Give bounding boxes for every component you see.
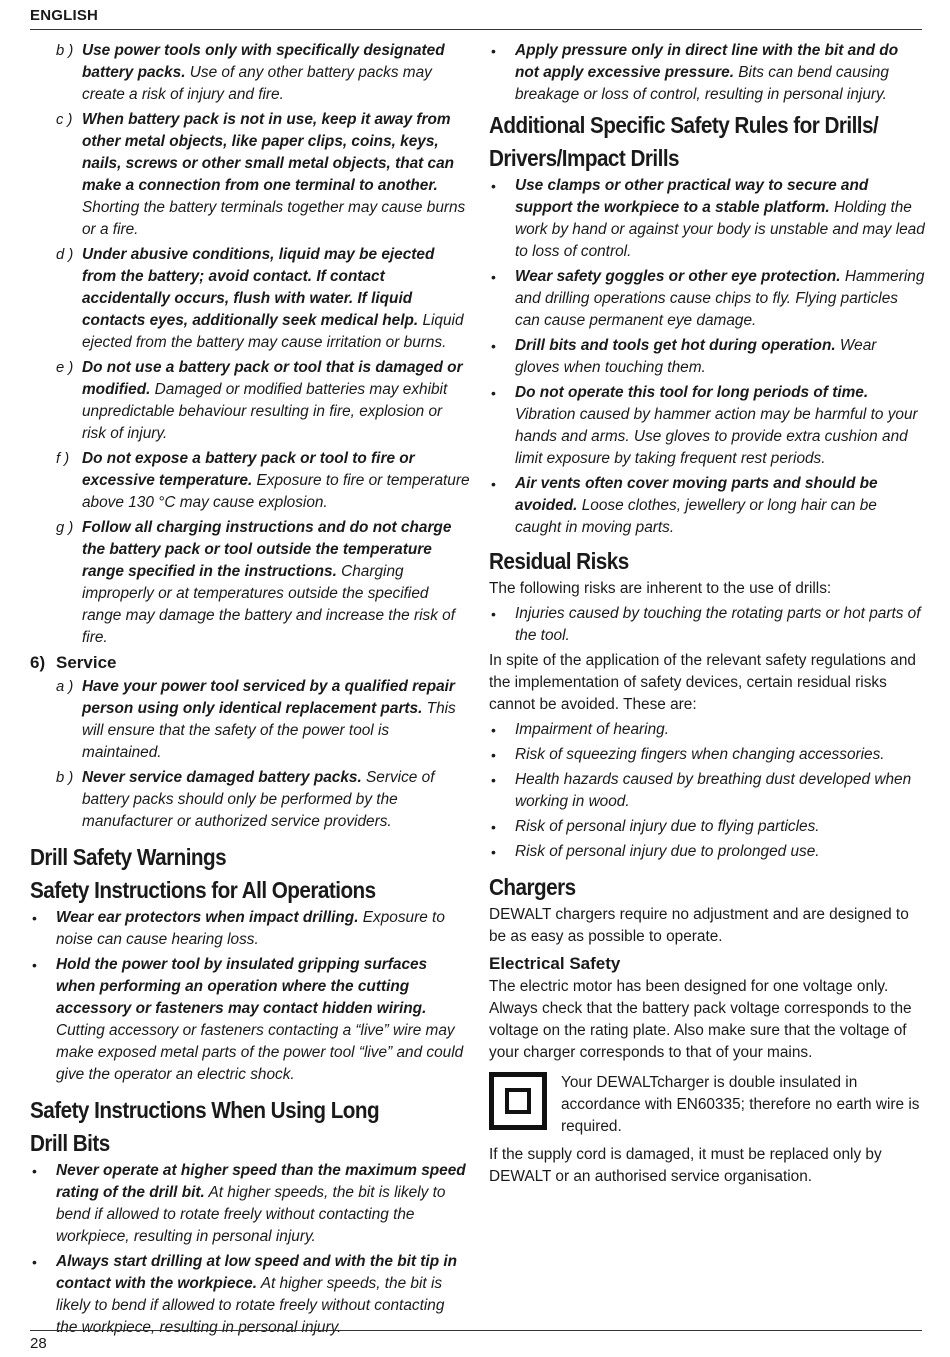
residual-risks-list-2 [489,719,925,863]
list-item-bold-text: Do not expose a battery pack or tool to fire or excessive temperature. [82,450,415,489]
bullet-item [489,841,925,863]
residual-risks-intro: The following risks are inherent to the use of drills: [489,580,832,597]
bullet-icon: • [32,1163,37,1179]
specific-rules-heading-line-1: Additional Specific Safety Rules for Drills/ [489,112,879,138]
bullet-item-text: Risk of squeezing fingers when changing accessories. [515,746,885,763]
list-item-bold-text: When battery pack is not in use, keep it away from other metal objects, like paper clips, coins, keys, nails, screws or other small metal objects, that can make a connection from one terminal to another. [82,111,455,194]
all-operations-list [30,907,470,1086]
bullet-item-bold-text: Apply pressure only in direct line with the bit and do not apply excessive pressure. [515,42,899,81]
service-section-number: 6) [30,653,46,672]
list-marker: b ) [56,770,74,786]
bullet-item [489,382,925,470]
list-item [30,517,470,649]
bullet-item-bold-text: Wear safety goggles or other eye protection. [515,268,841,285]
bullet-item-bold-text: Wear ear protectors when impact drilling. [56,909,359,926]
chargers-heading: Chargers [489,874,576,900]
bullet-item-bold-text: Always start drilling at low speed and with the bit tip in contact with the workpiece. [56,1253,458,1292]
list-marker: b ) [56,43,74,59]
service-section-heading [30,652,470,674]
chargers-text: DEWALT chargers require no adjustment and are designed to be as easy as possible to operate. [489,906,909,945]
supply-cord-text: If the supply cord is damaged, it must be replaced only by DEWALT or an authorised service organisation. [489,1146,882,1185]
page-language-header: ENGLISH [30,7,99,24]
list-item-bold-text: Do not use a battery pack or tool that is damaged or modified. [82,359,463,398]
bullet-item-text: Wear gloves when touching them. [515,337,877,376]
double-insulation-row [489,1072,925,1138]
bullet-item [489,769,925,813]
bullet-icon: • [491,747,496,763]
bullet-item [489,335,925,379]
bullet-icon: • [491,606,496,622]
bullet-item [489,816,925,838]
list-item-bold-text: Under abusive conditions, liquid may be ejected from the battery; avoid contact. If contact accidentally occurs, flush with water. If liquid contacts eyes, additionally seek medical help. [82,246,435,329]
bullet-item [489,473,925,539]
bullet-item-text: Impairment of hearing. [515,721,669,738]
bullet-item-bold-text: Hold the power tool by insulated gripping surfaces when performing an operation where the cutting accessory or fasteners may contact hidden wiring. [56,956,428,1017]
long-bits-heading-line-2: Drill Bits [30,1130,110,1156]
header-divider [30,29,922,30]
list-item [30,357,470,445]
bullet-item-text: At higher speeds, the bit is likely to bend if allowed to rotate freely without contacting the workpiece, resulting in personal injury. [56,1275,445,1336]
residual-risks-heading: Residual Risks [489,548,629,574]
bullet-item-text: Vibration caused by hammer action may be harmful to your hands and arms. Use gloves to provide extra cushion and limit exposure by taking frequent rest periods. [515,406,918,467]
list-item-text: Shorting the battery terminals together may cause burns or a fire. [82,199,466,238]
drill-safety-heading: Drill Safety Warnings [30,844,227,870]
list-item-text: Charging improperly or at temperatures outside the specified range may damage the battery and increase the risk of fire. [82,563,456,646]
list-item [30,244,470,354]
pressure-list [489,40,925,106]
bullet-item [489,40,925,106]
list-marker: a ) [56,679,74,695]
list-marker: g ) [56,520,74,536]
bullet-icon: • [32,1254,37,1270]
bullet-item-bold-text: Drill bits and tools get hot during operation. [515,337,836,354]
bullet-item [30,1251,470,1339]
bullet-item-text: Holding the work by hand or against your body is unstable and may lead to loss of control. [515,199,925,260]
bullet-icon: • [491,338,496,354]
electrical-safety-text: The electric motor has been designed for one voltage only. Always check that the battery pack voltage corresponds to the voltage on the rating plate. Also make sure that the voltage of your charger corresponds to that of your mains. [489,978,912,1061]
bullet-item [489,175,925,263]
double-insulation-text: Your DEWALTcharger is double insulated in accordance with EN60335; therefore no earth wire is required. [561,1074,920,1135]
list-item-text: Service of battery packs should only be performed by the manufacturer or authorized service providers. [82,769,435,830]
residual-risks-list-1 [489,603,925,647]
bullet-item-text: At higher speeds, the bit is likely to bend if allowed to rotate freely without contacting the workpiece, resulting in personal injury. [56,1184,446,1245]
bullet-item-text: Exposure to noise can cause hearing loss. [56,909,445,948]
bullet-item-text: Health hazards caused by breathing dust developed when working in wood. [515,771,912,810]
residual-risks-paragraph: In spite of the application of the relevant safety regulations and the implementation of safety devices, certain residual risks cannot be avoided. These are: [489,652,916,713]
list-item [30,40,470,106]
specific-rules-list [489,175,925,539]
left-column [30,40,470,1342]
bullet-icon: • [491,772,496,788]
bullet-item-text: Bits can bend causing breakage or loss of control, resulting in personal injury. [515,64,889,103]
list-item-text: This will ensure that the safety of the power tool is maintained. [82,700,456,761]
list-item-bold-text: Use power tools only with specifically designated battery packs. [82,42,445,81]
bullet-item-text: Loose clothes, jewellery or long hair can be caught in moving parts. [515,497,877,536]
list-item-text: Use of any other battery packs may create a risk of injury and fire. [82,64,432,103]
bullet-icon: • [491,269,496,285]
bullet-item-text: Cutting accessory or fasteners contacting a “live” wire may make exposed metal parts of the power tool “live” and could give the operator an electric shock. [56,1022,464,1083]
long-bits-list [30,1160,470,1339]
list-item [30,767,470,833]
bullet-item-bold-text: Air vents often cover moving parts and should be avoided. [515,475,878,514]
all-operations-heading: Safety Instructions for All Operations [30,877,376,903]
bullet-icon: • [491,178,496,194]
bullet-icon: • [32,957,37,973]
bullet-item-bold-text: Never operate at higher speed than the maximum speed rating of the drill bit. [56,1162,466,1201]
bullet-icon: • [32,910,37,926]
bullet-item-text: Injuries caused by touching the rotating parts or hot parts of the tool. [515,605,921,644]
list-item [30,448,470,514]
list-marker: e ) [56,360,74,376]
list-marker: f ) [56,451,70,467]
bullet-item-text: Hammering and drilling operations cause chips to fly. Flying particles can cause permanent eye damage. [515,268,925,329]
bullet-item-text: Risk of personal injury due to prolonged use. [515,843,820,860]
bullet-icon: • [491,43,496,59]
bullet-icon: • [491,385,496,401]
bullet-item [489,266,925,332]
list-item-bold-text: Never service damaged battery packs. [82,769,362,786]
bullet-item [489,719,925,741]
bullet-item [30,907,470,951]
specific-rules-heading-line-2: Drivers/Impact Drills [489,145,680,171]
list-marker: c ) [56,112,73,128]
list-item-bold-text: Have your power tool serviced by a qualified repair person using only identical replacement parts. [82,678,455,717]
list-item-text: Exposure to fire or temperature above 130 °C may cause explosion. [82,472,470,511]
battery-list [30,40,470,649]
bullet-icon: • [491,844,496,860]
bullet-item [30,954,470,1086]
service-list [30,676,470,833]
bullet-item [489,603,925,647]
bullet-item [489,744,925,766]
bullet-item-bold-text: Do not operate this tool for long periods of time. [515,384,869,401]
long-bits-heading-line-1: Safety Instructions When Using Long [30,1097,380,1123]
bullet-icon: • [491,819,496,835]
bullet-icon: • [491,722,496,738]
bullet-item-bold-text: Use clamps or other practical way to secure and support the workpiece to a stable platform. [515,177,869,216]
service-section-title: Service [56,653,117,672]
bullet-icon: • [491,476,496,492]
page-number: 28 [30,1335,47,1352]
electrical-safety-heading: Electrical Safety [489,954,621,973]
list-item [30,109,470,241]
right-column [489,40,925,1191]
list-item [30,676,470,764]
list-item-text: Liquid ejected from the battery may cause irritation or burns. [82,312,464,351]
list-item-bold-text: Follow all charging instructions and do not charge the battery pack or tool outside the temperature range specified in the instructions. [82,519,452,580]
list-item-text: Damaged or modified batteries may exhibit unpredictable behaviour resulting in fire, explosion or risk of injury. [82,381,448,442]
double-insulation-symbol-icon [489,1072,547,1130]
list-marker: d ) [56,247,74,263]
bullet-item [30,1160,470,1248]
footer-divider [30,1330,922,1331]
bullet-item-text: Risk of personal injury due to flying particles. [515,818,820,835]
